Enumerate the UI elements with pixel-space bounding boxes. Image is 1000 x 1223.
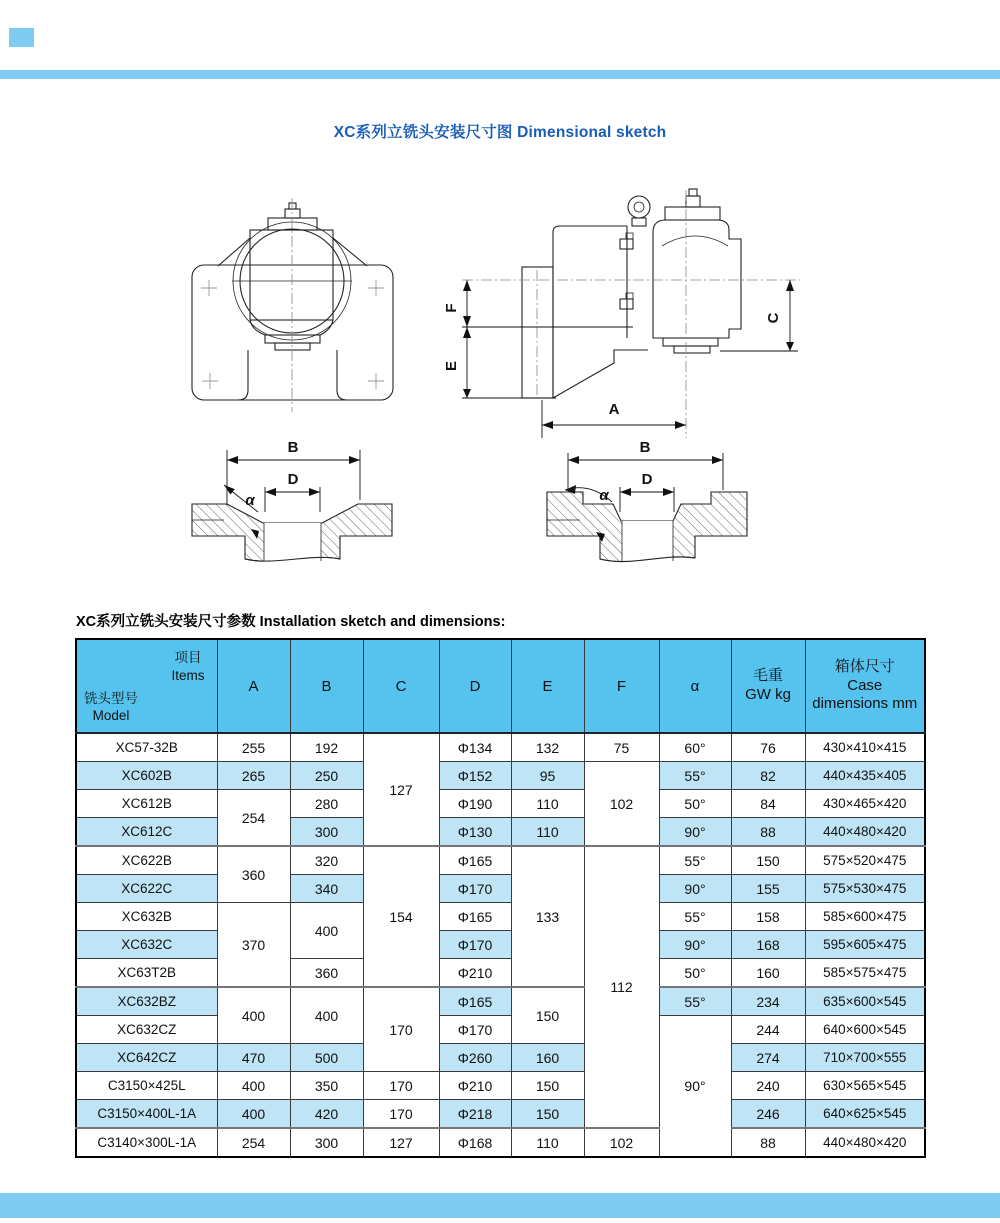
value-cell: 640×600×545 (805, 1016, 925, 1044)
value-cell: 585×575×475 (805, 959, 925, 988)
table-row (76, 931, 925, 959)
table-row (76, 1044, 925, 1072)
value-cell: 360 (217, 846, 290, 903)
table-row (76, 903, 925, 931)
model-cell: XC642CZ (76, 1044, 217, 1072)
value-cell: 155 (731, 875, 805, 903)
value-cell: 160 (511, 1044, 584, 1072)
value-cell: 440×435×405 (805, 762, 925, 790)
model-cell: XC632C (76, 931, 217, 959)
dimensional-sketch (0, 160, 1000, 612)
value-cell: Φ165 (439, 987, 511, 1016)
value-cell: 400 (217, 987, 290, 1044)
eye-bolt (628, 196, 650, 218)
value-cell: 420 (290, 1100, 363, 1129)
value-cell: 133 (511, 846, 584, 987)
value-cell: 76 (731, 733, 805, 762)
value-cell: 430×465×420 (805, 790, 925, 818)
model-label: 铣头型号 Model (84, 690, 138, 724)
value-cell: 575×520×475 (805, 846, 925, 875)
table-body (76, 733, 925, 1157)
value-cell: 55° (659, 846, 731, 875)
dim-label-alpha: α (599, 487, 609, 504)
value-cell: Φ170 (439, 875, 511, 903)
dim-label-A: A (608, 401, 620, 418)
value-cell: 55° (659, 762, 731, 790)
value-cell: 710×700×555 (805, 1044, 925, 1072)
cross-section-left (192, 439, 392, 568)
dimension-A (542, 400, 686, 438)
page-title: XC系列立铣头安装尺寸图 Dimensional sketch (333, 124, 667, 141)
table-row (76, 1072, 925, 1100)
value-cell: 274 (731, 1044, 805, 1072)
table-row (76, 846, 925, 875)
dimension-C (720, 280, 798, 351)
dim-label-C: C (765, 312, 782, 324)
model-cell: XC63T2B (76, 959, 217, 988)
table-row (76, 959, 925, 988)
table-row (76, 1128, 925, 1157)
value-cell: 254 (217, 1128, 290, 1157)
dim-label-alpha: α (245, 492, 255, 509)
value-cell: Φ260 (439, 1044, 511, 1072)
value-cell: 585×600×475 (805, 903, 925, 931)
table-row (76, 875, 925, 903)
table-row (76, 790, 925, 818)
value-cell: 55° (659, 987, 731, 1016)
value-cell: 400 (290, 987, 363, 1044)
value-cell: 84 (731, 790, 805, 818)
model-cell: XC602B (76, 762, 217, 790)
value-cell: 150 (731, 846, 805, 875)
value-cell: 112 (584, 846, 659, 1128)
value-cell: 630×565×545 (805, 1072, 925, 1100)
table-header (76, 639, 925, 733)
value-cell: 150 (511, 987, 584, 1044)
value-cell: Φ165 (439, 846, 511, 875)
value-cell: 150 (511, 1072, 584, 1100)
value-cell: 320 (290, 846, 363, 875)
value-cell: 246 (731, 1100, 805, 1129)
dimension-F-E (443, 280, 633, 398)
table-row (76, 818, 925, 847)
dimensions-table (75, 638, 926, 1158)
value-cell: 102 (584, 762, 659, 847)
value-cell: 350 (290, 1072, 363, 1100)
value-cell: 640×625×545 (805, 1100, 925, 1129)
model-cell: XC622C (76, 875, 217, 903)
value-cell: 400 (217, 1100, 290, 1129)
value-cell: 132 (511, 733, 584, 762)
value-cell: 265 (217, 762, 290, 790)
value-cell: 55° (659, 903, 731, 931)
value-cell: 192 (290, 733, 363, 762)
model-cell: XC57-32B (76, 733, 217, 762)
value-cell: Φ168 (439, 1128, 511, 1157)
value-cell: 168 (731, 931, 805, 959)
col-header-A: A (217, 639, 290, 733)
value-cell: 250 (290, 762, 363, 790)
col-header-F: F (584, 639, 659, 733)
value-cell: 110 (511, 818, 584, 847)
value-cell: Φ218 (439, 1100, 511, 1129)
value-cell: 90° (659, 818, 731, 847)
value-cell: 255 (217, 733, 290, 762)
corner-accent-mark (9, 28, 34, 47)
model-cell: XC612C (76, 818, 217, 847)
value-cell: 158 (731, 903, 805, 931)
model-cell: C3150×425L (76, 1072, 217, 1100)
value-cell: 154 (363, 846, 439, 987)
value-cell: 400 (217, 1072, 290, 1100)
value-cell: 110 (511, 790, 584, 818)
items-label: 项目 Items (171, 650, 205, 683)
value-cell: 440×480×420 (805, 1128, 925, 1157)
value-cell: 300 (290, 1128, 363, 1157)
value-cell: 244 (731, 1016, 805, 1044)
dimension-D-left (265, 471, 320, 512)
value-cell: Φ165 (439, 903, 511, 931)
col-header-alpha: α (659, 639, 731, 733)
value-cell: 635×600×545 (805, 987, 925, 1016)
value-cell: 470 (217, 1044, 290, 1072)
value-cell: 150 (511, 1100, 584, 1129)
value-cell: Φ134 (439, 733, 511, 762)
col-header-case-dimensions: 箱体尺寸 Case dimensions mm (805, 639, 925, 733)
value-cell: 90° (659, 875, 731, 903)
model-cell: C3150×400L-1A (76, 1100, 217, 1129)
value-cell: 280 (290, 790, 363, 818)
col-header-E: E (511, 639, 584, 733)
value-cell: 50° (659, 959, 731, 988)
value-cell: 370 (217, 903, 290, 988)
value-cell: 90° (659, 931, 731, 959)
value-cell: Φ170 (439, 1016, 511, 1044)
dim-label-D: D (287, 471, 299, 488)
value-cell: 440×480×420 (805, 818, 925, 847)
model-cell: XC632BZ (76, 987, 217, 1016)
model-cell: XC612B (76, 790, 217, 818)
section-heading: XC系列立铣头安装尺寸参数 Installation sketch and dimensions: (76, 614, 506, 630)
model-cell: XC632CZ (76, 1016, 217, 1044)
value-cell: 575×530×475 (805, 875, 925, 903)
value-cell: 88 (731, 818, 805, 847)
table-row (76, 733, 925, 762)
col-header-C: C (363, 639, 439, 733)
model-cell: XC622B (76, 846, 217, 875)
bottom-accent-bar (0, 1193, 1000, 1218)
value-cell: Φ170 (439, 931, 511, 959)
corner-header-cell (76, 639, 217, 733)
value-cell: 75 (584, 733, 659, 762)
value-cell: 50° (659, 790, 731, 818)
col-header-B: B (290, 639, 363, 733)
value-cell: Φ210 (439, 1072, 511, 1100)
value-cell: 127 (363, 1128, 439, 1157)
value-cell: 95 (511, 762, 584, 790)
col-header-gross-weight: 毛重 GW kg (731, 639, 805, 733)
cross-section-right (547, 439, 747, 567)
table-row (76, 762, 925, 790)
value-cell: 240 (731, 1072, 805, 1100)
front-view-drawing (192, 198, 393, 412)
table-row (76, 1016, 925, 1044)
value-cell: 500 (290, 1044, 363, 1072)
dim-label-D: D (641, 471, 653, 488)
value-cell: 234 (731, 987, 805, 1016)
value-cell: 170 (363, 987, 439, 1072)
dim-label-B: B (639, 439, 651, 456)
value-cell: 300 (290, 818, 363, 847)
value-cell: 110 (511, 1128, 584, 1157)
value-cell: Φ190 (439, 790, 511, 818)
value-cell: 60° (659, 733, 731, 762)
value-cell: 90° (659, 1016, 731, 1158)
value-cell: 102 (584, 1128, 659, 1157)
col-header-D: D (439, 639, 511, 733)
table-row (76, 987, 925, 1016)
value-cell: 127 (363, 733, 439, 846)
value-cell: Φ152 (439, 762, 511, 790)
value-cell: 88 (731, 1128, 805, 1157)
value-cell: 430×410×415 (805, 733, 925, 762)
side-view-drawing (443, 189, 800, 438)
model-cell: C3140×300L-1A (76, 1128, 217, 1157)
value-cell: Φ130 (439, 818, 511, 847)
dim-label-F: F (443, 303, 460, 313)
table-row (76, 1100, 925, 1129)
value-cell: 360 (290, 959, 363, 988)
dim-label-B: B (287, 439, 299, 456)
value-cell: 170 (363, 1072, 439, 1100)
dim-label-E: E (443, 360, 460, 372)
value-cell: 595×605×475 (805, 931, 925, 959)
value-cell: 254 (217, 790, 290, 847)
value-cell: 160 (731, 959, 805, 988)
top-accent-bar (0, 70, 1000, 79)
model-cell: XC632B (76, 903, 217, 931)
value-cell: 170 (363, 1100, 439, 1129)
dimension-D-right (620, 471, 674, 512)
value-cell: 400 (290, 903, 363, 959)
value-cell: Φ210 (439, 959, 511, 988)
value-cell: 82 (731, 762, 805, 790)
value-cell: 340 (290, 875, 363, 903)
